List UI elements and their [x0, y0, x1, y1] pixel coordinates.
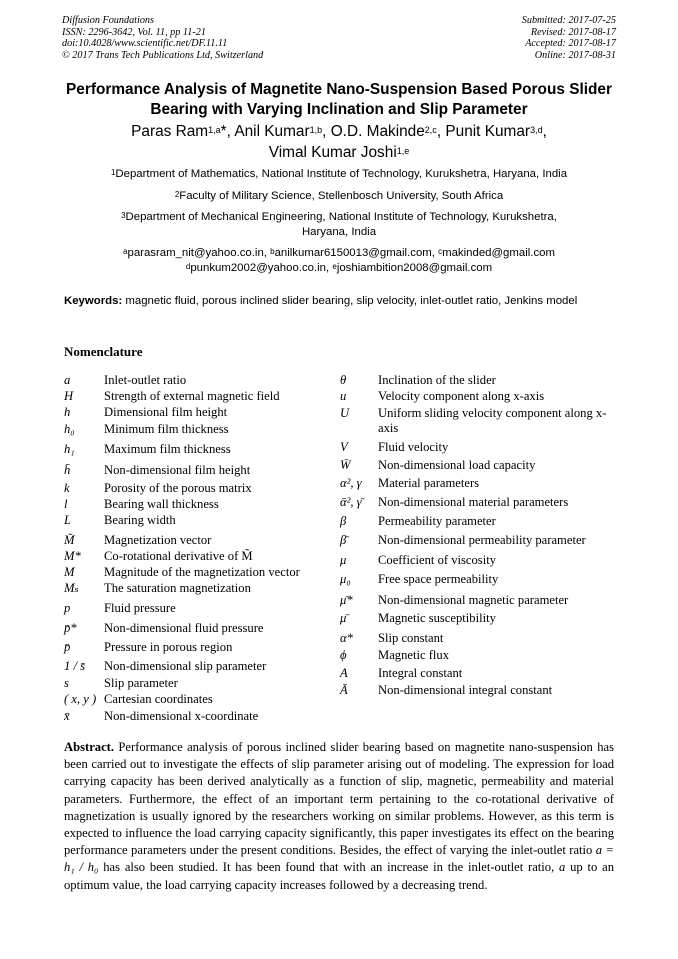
date-revised: Revised: 2017-08-17: [530, 26, 616, 38]
nomenclature-symbol: M̃: [64, 533, 75, 547]
author-sup: 2,c: [424, 125, 437, 135]
nomenclature-definition: Magnetic flux: [378, 648, 449, 662]
nomenclature-symbol: W̄: [340, 458, 351, 472]
nomenclature-symbol: l: [64, 497, 68, 511]
nomenclature-symbol: A: [340, 666, 348, 680]
nomenclature-definition: Uniform sliding velocity component along x-axis: [378, 406, 607, 435]
nomenclature-definition: Strength of external magnetic field: [104, 389, 280, 403]
email-sup: e: [332, 262, 337, 271]
affiliation-sup: 2: [174, 190, 180, 199]
email-sup: b: [270, 247, 275, 256]
nomenclature-definition: The saturation magnetization: [104, 581, 251, 595]
nomenclature-symbol: 1 / s̄: [64, 659, 85, 673]
nomenclature-definition: Fluid velocity: [378, 440, 449, 454]
author-name: Punit Kumar: [445, 123, 531, 140]
nomenclature-symbol: μ: [340, 553, 347, 567]
nomenclature-symbol: M*: [64, 549, 81, 563]
keywords: [64, 294, 614, 309]
abstract-var: a: [559, 860, 566, 875]
nomenclature-symbol: h₀: [64, 422, 75, 436]
email-sup: d: [185, 262, 191, 271]
author-sep: ,: [322, 123, 331, 140]
email-address: punkum2002@yahoo.co.in,: [190, 262, 333, 274]
date-online: Online: 2017-08-31: [534, 49, 616, 61]
nomenclature-definition: Pressure in porous region: [104, 640, 233, 654]
nomenclature-symbol: u: [340, 389, 347, 403]
nomenclature-definition: Free space permeability: [378, 572, 499, 586]
nomenclature-definition: Dimensional film height: [104, 405, 228, 419]
nomenclature-symbol: β̄: [340, 533, 347, 547]
nomenclature-definition: Magnetization vector: [104, 533, 212, 547]
nomenclature-heading: Nomenclature: [64, 344, 143, 359]
author-sup: 1,b: [309, 125, 323, 135]
email-address: joshiambition2008@gmail.com: [336, 262, 493, 274]
author-sup: 1,e: [396, 146, 410, 156]
journal-info: [62, 15, 263, 61]
journal-issn: ISSN: 2296-3642, Vol. 11, pp 11-21: [62, 26, 206, 38]
nomenclature-symbol: p: [64, 601, 71, 615]
affiliation-sup: 1: [110, 168, 116, 177]
nomenclature-symbol: ᾱ², γ̄: [340, 495, 362, 509]
affiliation-sup: 3: [121, 211, 126, 220]
nomenclature-symbol: μ̄*: [340, 593, 353, 607]
nomenclature-symbol: α², γ: [340, 476, 362, 490]
email-address: makinded@gmail.com: [442, 247, 555, 259]
author-name: O.D. Makinde: [330, 123, 425, 140]
nomenclature-symbol: M: [64, 565, 75, 579]
nomenclature-symbol: s: [64, 676, 69, 690]
affiliation-text: Department of Mathematics, National Institute of Technology, Kurukshetra, Haryana, India: [115, 168, 568, 180]
nomenclature-definition: Slip parameter: [104, 676, 178, 690]
author-name: Paras Ram: [131, 123, 209, 140]
abstract-text: up to an optimum value, the load carrying capacity increases followed by a decreasing trend.: [64, 860, 614, 892]
nomenclature-symbol: h₁: [64, 442, 75, 456]
nomenclature-definition: Magnitude of the magnetization vector: [104, 565, 300, 579]
nomenclature-symbol: a: [64, 373, 71, 387]
nomenclature-symbol: Mₛ: [64, 581, 79, 595]
email-address: parasram_nit@yahoo.co.in,: [127, 247, 271, 259]
nomenclature-definition: Non-dimensional x-coordinate: [104, 709, 259, 723]
abstract-formula: a = h₁ / h₀: [64, 843, 614, 875]
nomenclature-symbol: V⃗: [340, 440, 358, 454]
author-sep: *,: [220, 123, 235, 140]
nomenclature-definition: Non-dimensional slip parameter: [104, 659, 267, 673]
journal-name: Diffusion Foundations: [62, 15, 154, 26]
affiliation-1: [60, 167, 618, 182]
nomenclature-definition: Bearing wall thickness: [104, 497, 219, 511]
email-sup: c: [438, 247, 443, 256]
author-sup: 3,d: [530, 125, 543, 135]
nomenclature-symbol: U: [340, 406, 350, 420]
author-name: Anil Kumar: [234, 123, 310, 140]
author-sep: ,: [436, 123, 446, 140]
nomenclature-symbol: p̄: [64, 640, 71, 654]
nomenclature-symbol: x̄: [64, 709, 70, 723]
abstract-label: Abstract.: [64, 740, 115, 754]
nomenclature-definition: Coefficient of viscosity: [378, 553, 496, 567]
nomenclature-definition: Non-dimensional permeability parameter: [378, 533, 586, 547]
journal-doi: doi:10.4028/www.scientific.net/DF.11.11: [62, 38, 228, 50]
nomenclature-symbol: k: [64, 481, 70, 495]
nomenclature-definition: Maximum film thickness: [104, 442, 231, 456]
nomenclature-symbol: α*: [340, 631, 353, 645]
author-sup: 1,a: [208, 125, 221, 135]
email-sup: a: [123, 247, 128, 256]
nomenclature-definition: Inlet-outlet ratio: [104, 373, 187, 387]
nomenclature-symbol: Ā: [340, 683, 348, 697]
date-accepted: Accepted: 2017-08-17: [525, 38, 616, 50]
nomenclature-symbol: μ̄: [340, 611, 347, 625]
nomenclature-symbol: L: [64, 513, 72, 527]
author-sep: ,: [542, 123, 547, 140]
nomenclature-definition: Minimum film thickness: [104, 422, 229, 436]
nomenclature-definition: Inclination of the slider: [378, 373, 496, 387]
nomenclature-symbol: μ₀: [340, 572, 351, 586]
author-name: Vimal Kumar Joshi: [268, 144, 397, 161]
nomenclature-symbol: p̄*: [64, 621, 77, 635]
nomenclature-definition: Slip constant: [378, 631, 444, 645]
nomenclature-definition: Cartesian coordinates: [104, 692, 213, 706]
nomenclature-symbol: H: [64, 389, 74, 403]
nomenclature-definition: Velocity component along x-axis: [378, 389, 545, 403]
nomenclature-definition: Magnetic susceptibility: [378, 611, 496, 625]
nomenclature-definition: Non-dimensional magnetic parameter: [378, 593, 569, 607]
nomenclature-definition: Fluid pressure: [104, 601, 176, 615]
affiliation-text: Department of Mechanical Engineering, National Institute of Technology, Kurukshetra, Haryana, India: [125, 211, 557, 238]
nomenclature-definition: Non-dimensional load capacity: [378, 458, 536, 472]
nomenclature-symbol: ϕ: [340, 648, 347, 662]
author-emails: [60, 246, 618, 276]
nomenclature-definition: Permeability parameter: [378, 514, 496, 528]
nomenclature-symbol: h̄: [64, 463, 71, 477]
affiliation-text: Faculty of Military Science, Stellenbosch University, South Africa: [179, 190, 504, 202]
nomenclature-definition: Non-dimensional material parameters: [378, 495, 569, 509]
abstract-text: Performance analysis of porous inclined slider bearing based on magnetite nano-suspension has been carried out to investigate the effects of slip parameter arising out of modeling. The expression for load carrying capacity has been derived analytically as a function of slip, magnetic, permeability and material parameters. Furthermore, the effect of an important term pertaining to the co-rotational derivative of magnetization is usually ignored by the researchers working on similar problems. However, as this term is expected to influence the load carrying capacity significantly, this paper investigates its effect on the bearing performance parameters under the present conditions. Besides, the effect of varying the inlet-outlet ratio: [64, 740, 614, 858]
affiliation-2: [60, 189, 618, 204]
nomenclature-symbol: θ: [340, 373, 347, 387]
nomenclature-symbol: ( x, y ): [64, 692, 97, 706]
abstract-text: has also been studied. It has been found that with an increase in the inlet-outlet ratio,: [98, 860, 560, 875]
nomenclature-definition: Material parameters: [378, 476, 480, 490]
nomenclature-symbol: h: [64, 405, 71, 419]
email-address: anilkumar6150013@gmail.com,: [274, 247, 439, 259]
author-list: [60, 121, 618, 163]
nomenclature-definition: Bearing width: [104, 513, 176, 527]
abstract: [64, 739, 614, 894]
keywords-label: Keywords:: [64, 295, 123, 307]
journal-copyright: © 2017 Trans Tech Publications Ltd, Switzerland: [62, 49, 264, 61]
nomenclature-definition: Porosity of the porous matrix: [104, 481, 252, 495]
nomenclature-definition: Integral constant: [378, 666, 463, 680]
submission-dates: [522, 15, 616, 61]
date-submitted: Submitted: 2017-07-25: [521, 15, 616, 26]
paper-title: Performance Analysis of Magnetite Nano-Suspension Based Porous Slider Bearing with Varying Inclination and Slip Parameter: [66, 81, 612, 118]
nomenclature-definition: Non-dimensional fluid pressure: [104, 621, 264, 635]
nomenclature-definition: Non-dimensional integral constant: [378, 683, 553, 697]
nomenclature-definition: Non-dimensional film height: [104, 463, 251, 477]
nomenclature-symbol: β: [340, 514, 347, 528]
affiliation-3: [120, 210, 558, 240]
keywords-text: magnetic fluid, porous inclined slider bearing, slip velocity, inlet-outlet ratio, Jenkins model: [122, 295, 578, 307]
nomenclature-definition: Co-rotational derivative of M̃: [104, 549, 253, 563]
